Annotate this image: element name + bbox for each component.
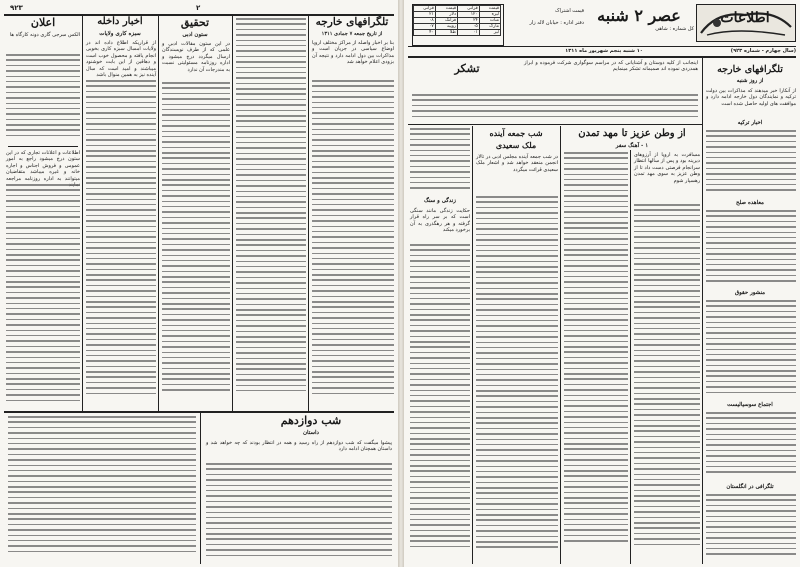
left-telegrams-body: بنا بر اخبار واصله از مراکز مختلف اروپا اوضاع سیاسی در جریان است و مذاکرات بین دول ادامه دارد و نتیجه آن بزودی اعلام خواهد شد [312, 40, 394, 66]
sadi-subtitle: ملک سعیدی [495, 140, 537, 150]
rates-cell: ۲۱ [414, 12, 436, 18]
telegrams-subhead: اجتماع سوسیالیست [727, 402, 773, 408]
telegrams-text-block [706, 300, 796, 400]
travel-article-title: از وطن عزیز تا مهد تمدن [578, 128, 686, 139]
telegrams-subhead: منشور حقوق [734, 290, 766, 296]
column-rule [82, 16, 83, 411]
rates-header: قیمت [479, 6, 500, 12]
rates-cell: ۰۷ [414, 24, 436, 30]
rates-cell: طلا [435, 30, 457, 36]
masthead-rule [408, 46, 796, 47]
telegrams-subhead: معاهده صلح [736, 200, 764, 206]
rates-cell: ۴۰ [414, 30, 436, 36]
left-issue-number: ۹۲۳ [10, 4, 23, 12]
telegrams-text-block [706, 210, 796, 288]
rates-cell: مارک [479, 24, 500, 30]
serial-text-block [206, 463, 392, 563]
story-text-block [410, 128, 470, 196]
telegrams-body: از آنکارا خبر میدهند که مذاکرات بین دولت ترکیه و نمایندگان دول خارجه ادامه دارد و موافقت های اولیه حاصل شده است [706, 88, 796, 107]
exchange-rates-box [412, 4, 504, 46]
rates-cell: لیر [479, 30, 500, 36]
domestic-news-title: اخبار داخله [97, 16, 143, 27]
left-page-number: ۲ [196, 4, 201, 12]
sadi-text-block [476, 196, 558, 564]
travel-text-block [564, 152, 628, 564]
price-label: قیمت اشتراک [555, 8, 584, 14]
story-text-block [410, 244, 470, 564]
column-rule [472, 126, 473, 564]
ads-text-block [6, 184, 80, 409]
address-label: دفتر اداره : خیابان لاله زار [529, 20, 584, 26]
left-telegrams-title: تلگرافهای خارجه [315, 16, 389, 28]
tahqiq-body: در این ستون مقالات ادبی و علمی که از طرف نویسندگان ارسال میگردد درج میشود و اداره روزنامه مسئولیتی نسبت به مندرجات آن ندارد [162, 41, 230, 73]
tahqiq-text-block [162, 82, 230, 410]
telegrams-text-block [706, 130, 796, 198]
section-rule [408, 124, 702, 125]
domestic-news-subtitle: سبزه کاری ولایات [99, 31, 141, 37]
sadi-body: در شب جمعه آینده مجلس ادبی در تالار انجمن منعقد خواهد شد و اشعار ملک سعیدی قرائت میگردد [476, 154, 558, 173]
section-rule [4, 411, 394, 413]
telegrams-text-block [706, 412, 796, 482]
rates-cell: دلار [435, 12, 457, 18]
thanks-title: تشکر [454, 62, 480, 75]
ads-body: اطلاعات و اعلانات تجاری که در این ستون درج میشود راجع به امور عمومی و فروش اجناس و اجاره خانه و غیره میباشد متقاضیان میتوانند به اداره روزنامه مراجعه [6, 150, 80, 182]
rates-cell: ۲۴ [458, 18, 480, 24]
ads-lead: الکس سرجی گاری دونه کارگاه ها [9, 32, 80, 38]
left-page [0, 0, 398, 567]
sadi-title: شب جمعه آینده [489, 128, 543, 138]
day-title: عصر ۲ شنبه [597, 6, 681, 25]
bottom-left-text-block [8, 416, 196, 564]
serial-subtitle: داستان [303, 430, 319, 436]
column-rule [232, 16, 233, 411]
left-telegrams-text-block [312, 80, 394, 410]
thanks-text-block [412, 94, 698, 120]
tahqiq-title: تحقیق [180, 16, 210, 29]
story-body: حکایت زندگی مانند سنگی است که بر سر راه قرار گرفته و هر رهگذری به آن برخورد میکند [410, 208, 470, 234]
telegrams-title: تلگرافهای خارجه [717, 64, 783, 75]
serial-title: شب دوازدهم [280, 414, 342, 427]
column-rule [200, 412, 201, 564]
telegrams-subhead: اخبار ترکیه [737, 120, 763, 126]
telegrams-subhead: تلگرافی در انگلستان [726, 484, 774, 490]
column-rule [630, 150, 631, 564]
rates-cell: ۰۱ [458, 30, 480, 36]
logo-title: اطلاعات [720, 10, 770, 26]
rates-cell: فرانک [435, 18, 457, 24]
year-issue: (سال چهارم - شماره ۹۲۳) [730, 48, 796, 54]
story-subtitle: زندگی و سنگ [424, 198, 456, 204]
masthead-rule [408, 56, 796, 58]
rates-header: قرانی [458, 6, 480, 12]
domestic-news-body: از قراریکه اطلاع داده اند در ولایات امسال سبزه کاری بخوبی انجام یافته و محصول خوب است و دهاقین از این بابت خوشنود میباشند و امید است که سال آینده نیز به همین منوال باشد [86, 40, 156, 79]
domestic-news-text-block [86, 80, 156, 410]
telegrams-text-block [706, 494, 796, 564]
travel-article-body: مسافرت به اروپا از آرزوهای دیرینه بود و پس از سالها انتظار سرانجام فرصتی دست داد تا از وطن عزیز به سوی مهد تمدن رهسپار شوم [634, 152, 700, 184]
column-rule [560, 126, 561, 564]
rates-cell: ۰۸ [414, 18, 436, 24]
left-telegrams-subtitle: از تاریخ جمعه ۷ جمادی ۱۳۱۱ [321, 31, 383, 37]
travel-text-block [634, 204, 700, 564]
column-rule [702, 58, 703, 564]
telegrams-subtitle: از روز شنبه [736, 78, 764, 84]
serial-body: پیشوا میگفت که شب دوازدهم از راه رسید و همه در انتظار بودند که چه خواهد شد و داستان همچنان ادامه دارد [206, 440, 392, 453]
date-line: ۱۰ شنبه پنجم شهریور ماه ۱۳۱۱ [565, 48, 643, 54]
rates-cell: روپیه [435, 24, 457, 30]
column-rule [158, 16, 159, 411]
tahqiq-subtitle: ستون ادبی [182, 32, 208, 38]
rates-cell: ۰۵ [458, 24, 480, 30]
rates-header: قرانی [414, 6, 436, 12]
column-rule [308, 16, 309, 411]
article-text-block [236, 18, 306, 410]
rates-cell: ۱۲۰ [458, 12, 480, 18]
rates-header: قیمت [435, 6, 457, 12]
rates-cell: منات [479, 18, 500, 24]
right-page [404, 0, 800, 567]
travel-article-byline: ۱ - آهنگ سفر [615, 143, 649, 149]
thanks-body: اینجانب از کلیه دوستان و آشنایانی که در مراسم سوگواری شرکت فرموده و ابراز همدردی نموده اند صمیمانه تشکر مینمایم [524, 60, 698, 73]
ads-title: اعلان [30, 16, 56, 29]
masthead-publisher: کل شماره : شاهی [655, 26, 694, 32]
ad-divider [8, 146, 78, 147]
rates-cell: لیره [479, 12, 500, 18]
ads-text-block [6, 54, 80, 144]
